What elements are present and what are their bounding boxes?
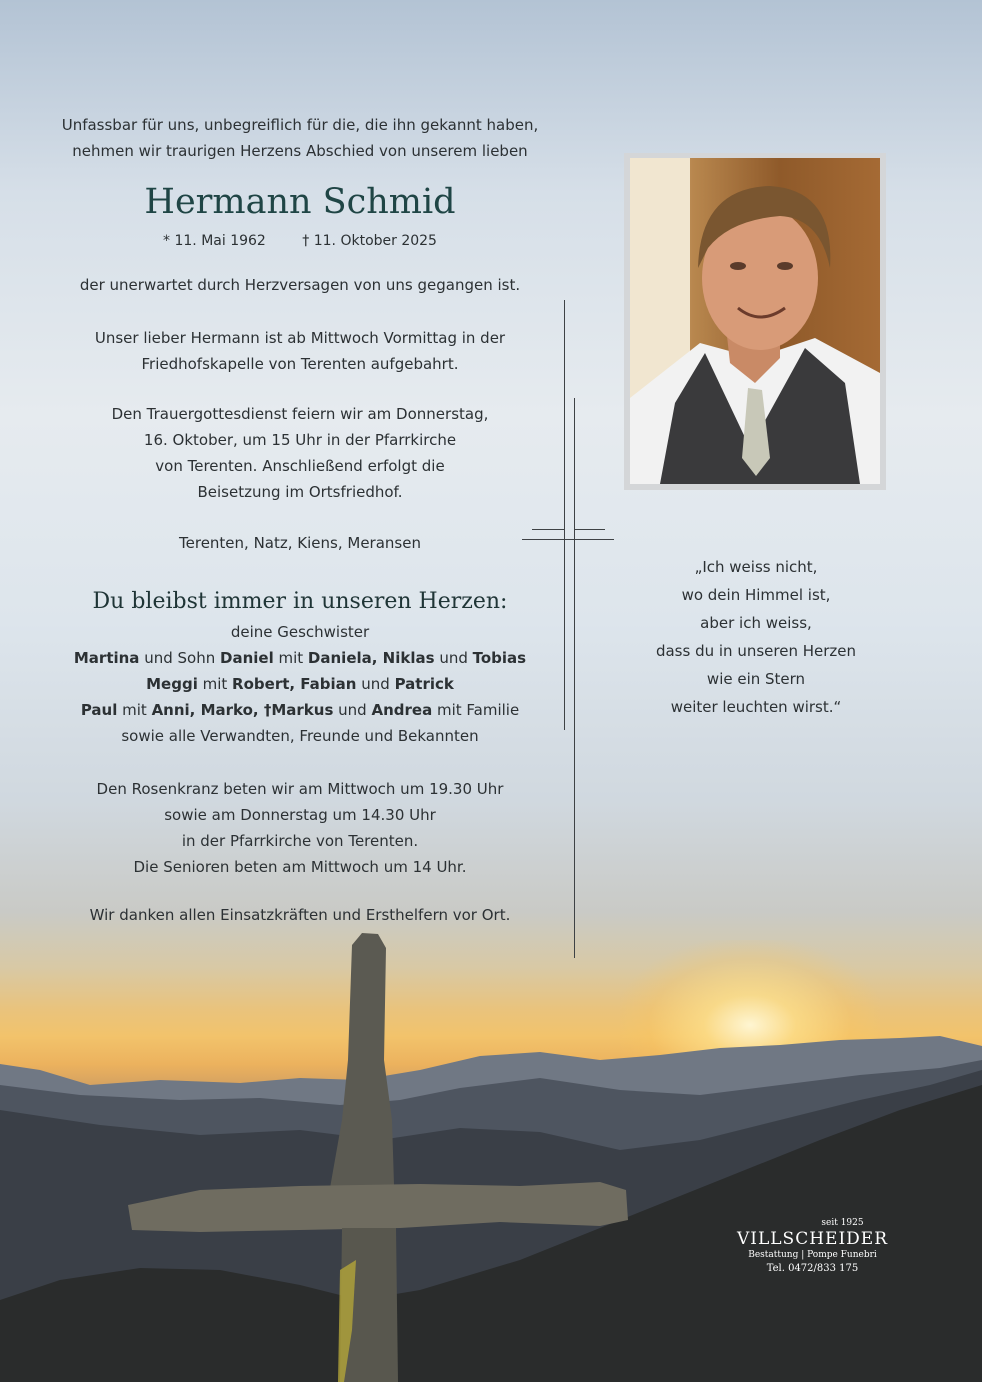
family-connector: mit <box>117 701 152 719</box>
paragraph-line: sowie am Donnerstag um 14.30 Uhr <box>164 806 436 824</box>
funeral-home-logo <box>700 1218 925 1276</box>
family-connector: und Sohn <box>139 649 220 667</box>
paragraph-funeral-service <box>55 401 545 505</box>
family-intro: deine Geschwister <box>230 623 370 641</box>
quote-line: aber ich weiss, <box>700 614 812 632</box>
quote-line: weiter leuchten wirst.“ <box>670 698 842 716</box>
paragraph-line: Die Senioren beten am Mittwoch um 14 Uhr. <box>133 858 467 876</box>
family-connector: und <box>356 675 395 693</box>
intro-line: nehmen wir traurigen Herzens Abschied von unserem lieben <box>72 142 528 160</box>
death-date: † 11. Oktober 2025 <box>302 233 437 249</box>
portrait-frame <box>624 153 886 490</box>
portrait-photo <box>630 158 880 484</box>
birth-date: * 11. Mai 1962 <box>163 233 266 249</box>
family-connector: und <box>333 701 372 719</box>
intro-text <box>55 112 545 164</box>
family-name: Robert, Fabian <box>232 675 357 693</box>
family-name: Martina <box>73 649 140 667</box>
quote-line: wo dein Himmel ist, <box>681 586 831 604</box>
paragraph-line: Friedhofskapelle von Terenten aufgebahrt. <box>141 355 459 373</box>
family-name: Patrick <box>394 675 454 693</box>
places: Terenten, Natz, Kiens, Meransen <box>179 534 421 552</box>
quote-line: dass du in unseren Herzen <box>655 642 857 660</box>
paragraph-death-cause <box>55 272 545 298</box>
family-name: Paul <box>80 701 118 719</box>
family-name: Daniel <box>220 649 274 667</box>
paragraph-rosary <box>55 776 545 880</box>
paragraph-line: 16. Oktober, um 15 Uhr in der Pfarrkirche <box>143 431 457 449</box>
intro-line: Unfassbar für uns, unbegreiflich für die, die ihn gekannt haben, <box>61 116 539 134</box>
family-line: sowie alle Verwandten, Freunde und Bekannten <box>121 727 479 745</box>
paragraph-line: von Terenten. Anschließend erfolgt die <box>155 457 445 475</box>
logo-phone: Tel. 0472/833 175 <box>766 1263 859 1274</box>
family-connector: mit <box>273 649 308 667</box>
family-name: Anni, Marko, †Markus <box>151 701 334 719</box>
family-connector: mit Familie <box>432 701 520 719</box>
paragraph-line: Den Trauergottesdienst feiern wir am Donnerstag, <box>111 405 489 423</box>
paragraph-line: der unerwartet durch Herzversagen von uns gegangen ist. <box>79 276 521 294</box>
family-line <box>55 697 545 723</box>
family-name: Meggi <box>146 675 198 693</box>
family-connector: und <box>434 649 473 667</box>
family-line <box>55 645 545 671</box>
paragraph-line: Wir danken allen Einsatzkräften und Ersthelfern vor Ort. <box>89 906 511 924</box>
family-name: Andrea <box>371 701 433 719</box>
deceased-name: Hermann Schmid <box>144 182 456 222</box>
logo-subtitle: Bestattung | Pompe Funebri <box>748 1250 877 1260</box>
paragraph-thanks <box>55 902 545 928</box>
quote-line: „Ich weiss nicht, <box>694 558 818 576</box>
paragraph-line: Den Rosenkranz beten wir am Mittwoch um 19.30 Uhr <box>96 780 504 798</box>
family-name: Daniela, Niklas <box>307 649 435 667</box>
paragraph-line: in der Pfarrkirche von Terenten. <box>181 832 419 850</box>
quote <box>628 553 884 721</box>
family-name: Tobias <box>472 649 527 667</box>
family-line <box>55 671 545 697</box>
mourning-heading: Du bleibst immer in unseren Herzen: <box>92 589 508 614</box>
logo-since: seit 1925 <box>821 1218 864 1228</box>
logo-brand: VILLSCHEIDER <box>736 1229 888 1249</box>
quote-line: wie ein Stern <box>706 670 806 688</box>
paragraph-line: Unser lieber Hermann ist ab Mittwoch Vormittag in der <box>94 329 506 347</box>
family-list <box>55 619 545 749</box>
family-connector: mit <box>197 675 233 693</box>
life-dates <box>55 228 545 254</box>
paragraph-laid-out <box>55 325 545 377</box>
paragraph-line: Beisetzung im Ortsfriedhof. <box>197 483 403 501</box>
